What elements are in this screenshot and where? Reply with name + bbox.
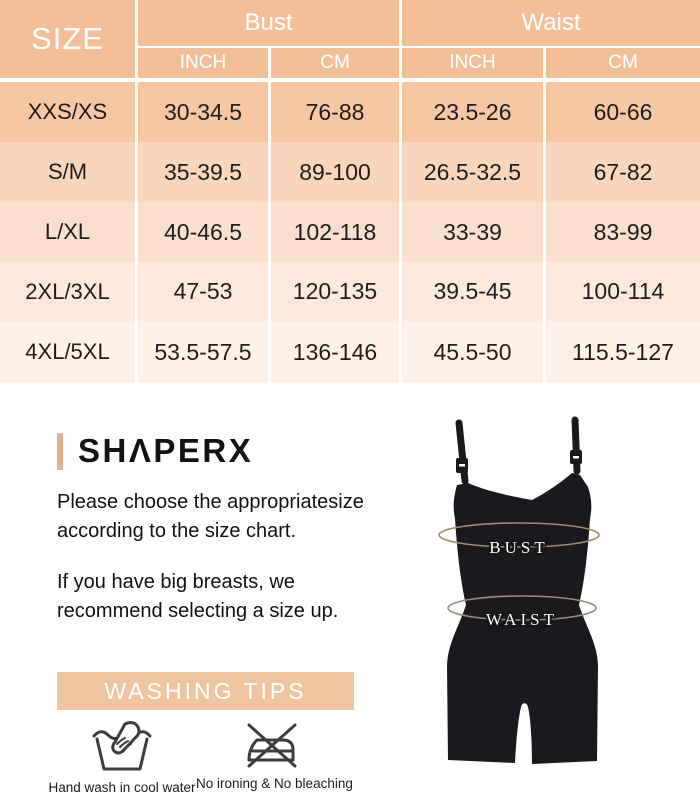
waist-cm-value: 115.5-127 xyxy=(546,321,700,383)
washing-tips-banner xyxy=(57,672,354,710)
brand-accent-bar xyxy=(57,433,63,470)
care-label: No ironing & No bleaching xyxy=(196,776,353,791)
size-label: S/M xyxy=(0,142,138,202)
bust-label: BUST xyxy=(489,538,549,557)
size-guidance-text: Please choose the appropriatesize according to the size chart. xyxy=(57,491,364,542)
size-label: 2XL/3XL xyxy=(0,262,138,321)
washing-tips-title: WASHING TIPS xyxy=(104,677,307,704)
care-instruction-no-iron xyxy=(196,720,353,791)
waist-inch-value: 45.5-50 xyxy=(402,321,546,383)
size-chart-table xyxy=(0,0,700,383)
bust-cm-value: 102-118 xyxy=(271,202,402,262)
bust-inch-header: INCH xyxy=(138,48,271,82)
waist-cm-value: 60-66 xyxy=(546,82,700,142)
waist-inch-value: 39.5-45 xyxy=(402,262,546,321)
bust-group-header: Bust xyxy=(138,0,402,48)
bust-cm-value: 136-146 xyxy=(271,321,402,383)
size-column-header: SIZE xyxy=(0,0,138,82)
bodysuit-figure xyxy=(420,415,660,780)
waist-group-header: Waist xyxy=(402,0,700,48)
waist-inch-value: 23.5-26 xyxy=(402,82,546,142)
waist-inch-value: 26.5-32.5 xyxy=(402,142,546,202)
brand-name: SHΛPERX xyxy=(78,432,254,469)
bust-cm-header: CM xyxy=(271,48,402,82)
bodysuit-illustration xyxy=(420,415,660,780)
waist-cm-value: 83-99 xyxy=(546,202,700,262)
waist-cm-value: 100-114 xyxy=(546,262,700,321)
shoulder-straps xyxy=(459,420,577,481)
size-label: L/XL xyxy=(0,202,138,262)
hand-wash-icon xyxy=(91,720,153,774)
care-instruction-hand-wash xyxy=(40,720,204,795)
size-label: XXS/XS xyxy=(0,82,138,142)
size-label: 4XL/5XL xyxy=(0,321,138,383)
bust-inch-value: 53.5-57.5 xyxy=(138,321,271,383)
care-label: Hand wash in cool water xyxy=(48,780,196,795)
no-iron-icon xyxy=(243,720,301,770)
waist-cm-value: 67-82 xyxy=(546,142,700,202)
brand-logo xyxy=(57,432,253,470)
bust-cm-value: 76-88 xyxy=(271,82,402,142)
waist-inch-header: INCH xyxy=(402,48,546,82)
bust-inch-value: 30-34.5 xyxy=(138,82,271,142)
bust-inch-value: 40-46.5 xyxy=(138,202,271,262)
bust-inch-value: 47-53 xyxy=(138,262,271,321)
waist-cm-header: CM xyxy=(546,48,700,82)
bust-cm-value: 120-135 xyxy=(271,262,402,321)
bust-cm-value: 89-100 xyxy=(271,142,402,202)
waist-inch-value: 33-39 xyxy=(402,202,546,262)
bust-inch-value: 35-39.5 xyxy=(138,142,271,202)
big-bust-guidance-text: If you have big breasts, we recommend selecting a size up. xyxy=(57,571,339,622)
waist-label: WAIST xyxy=(486,610,558,629)
